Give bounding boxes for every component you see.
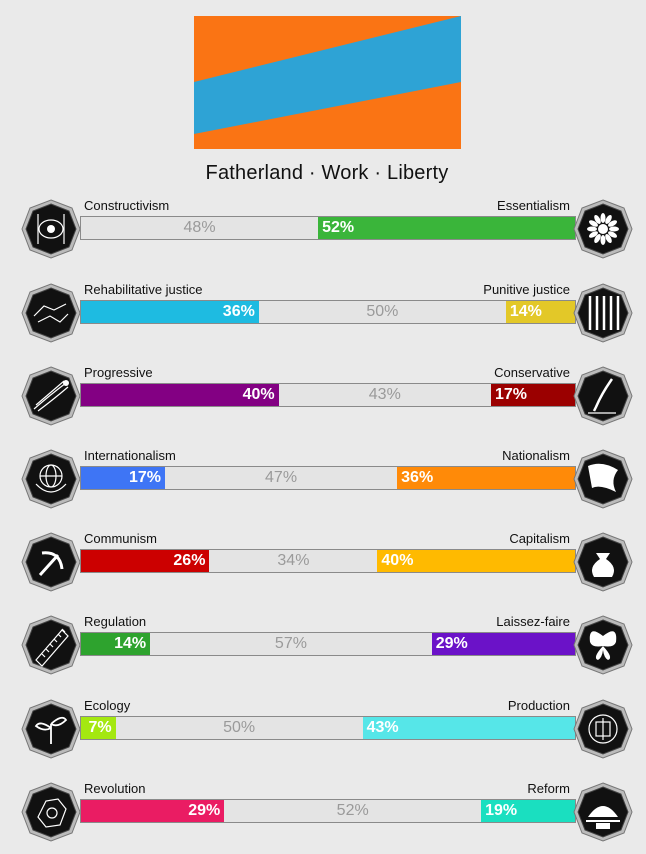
neutral-score-segment: 34% xyxy=(277,552,310,569)
right-score-segment: 17% xyxy=(491,384,575,406)
prison-bars-icon xyxy=(572,282,634,344)
comet-icon xyxy=(20,365,82,427)
hammer-sickle-icon xyxy=(20,531,82,593)
motto-text: Fatherland · Work · Liberty xyxy=(205,162,449,184)
axis-bar xyxy=(80,300,576,324)
left-score-segment: 17% xyxy=(81,467,165,489)
left-score-segment: 14% xyxy=(81,633,150,655)
axis-right-label: Punitive justice xyxy=(483,282,570,297)
money-bag-icon xyxy=(572,531,634,593)
flower-icon xyxy=(572,198,634,260)
axis-row-constructivism xyxy=(20,198,634,260)
axis-left-label: Constructivism xyxy=(84,198,170,213)
right-score-segment: 29% xyxy=(432,633,575,655)
axis-left-label: Revolution xyxy=(84,781,146,796)
neutral-score-segment: 48% xyxy=(183,219,216,236)
flag-image xyxy=(194,16,461,149)
axis-left-label: Regulation xyxy=(84,614,147,629)
axis-bar xyxy=(80,466,576,490)
right-score-segment: 52% xyxy=(318,217,575,239)
handshake-icon xyxy=(20,282,82,344)
axis-row-regulation xyxy=(20,614,634,676)
axis-row-communism xyxy=(20,531,634,593)
axis-right-label: Nationalism xyxy=(502,448,570,463)
left-score-segment: 29% xyxy=(81,800,224,822)
right-score-segment: 40% xyxy=(377,550,575,572)
factory-icon xyxy=(572,698,634,760)
axis-right-label: Production xyxy=(507,698,570,713)
axis-row-progressive xyxy=(20,365,634,427)
axis-bar xyxy=(80,716,576,740)
axis-right-label: Laissez-faire xyxy=(496,614,570,629)
neutral-score-segment: 50% xyxy=(366,303,399,320)
sprout-icon xyxy=(20,698,82,760)
dome-icon xyxy=(572,781,634,843)
right-score-segment: 36% xyxy=(397,467,575,489)
butterfly-icon xyxy=(572,614,634,676)
globe-icon xyxy=(20,448,82,510)
right-score-segment: 19% xyxy=(481,800,575,822)
axis-left-label: Internationalism xyxy=(84,448,176,463)
right-score-segment: 14% xyxy=(506,301,575,323)
neutral-score-segment: 57% xyxy=(274,635,307,652)
left-score-segment: 26% xyxy=(81,550,209,572)
axis-row-internationalism xyxy=(20,448,634,510)
left-score-segment: 7% xyxy=(81,717,116,739)
axis-left-label: Rehabilitative justice xyxy=(84,282,203,297)
axis-left-label: Communism xyxy=(84,531,157,546)
quill-icon xyxy=(572,365,634,427)
axis-bar xyxy=(80,799,576,823)
axis-bar xyxy=(80,383,576,407)
axis-row-revolution xyxy=(20,781,634,843)
neutral-score-segment: 52% xyxy=(336,802,369,819)
flag-icon xyxy=(572,448,634,510)
axis-right-label: Reform xyxy=(527,781,570,796)
right-score-segment: 43% xyxy=(363,717,575,739)
axis-bar xyxy=(80,216,576,240)
axis-right-label: Conservative xyxy=(494,365,570,380)
eye-icon xyxy=(20,198,82,260)
left-score-segment: 36% xyxy=(81,301,259,323)
axis-right-label: Capitalism xyxy=(509,531,570,546)
axis-right-label: Essentialism xyxy=(497,198,570,213)
neutral-score-segment: 50% xyxy=(223,719,256,736)
fist-icon xyxy=(20,781,82,843)
axis-row-rehabilitative-justice xyxy=(20,282,634,344)
axis-left-label: Progressive xyxy=(84,365,153,380)
axis-row-ecology xyxy=(20,698,634,760)
neutral-score-segment: 47% xyxy=(265,469,298,486)
axis-bar xyxy=(80,632,576,656)
ruler-icon xyxy=(20,614,82,676)
neutral-score-segment: 43% xyxy=(368,386,401,403)
axis-bar xyxy=(80,549,576,573)
left-score-segment: 40% xyxy=(81,384,279,406)
axis-left-label: Ecology xyxy=(84,698,131,713)
